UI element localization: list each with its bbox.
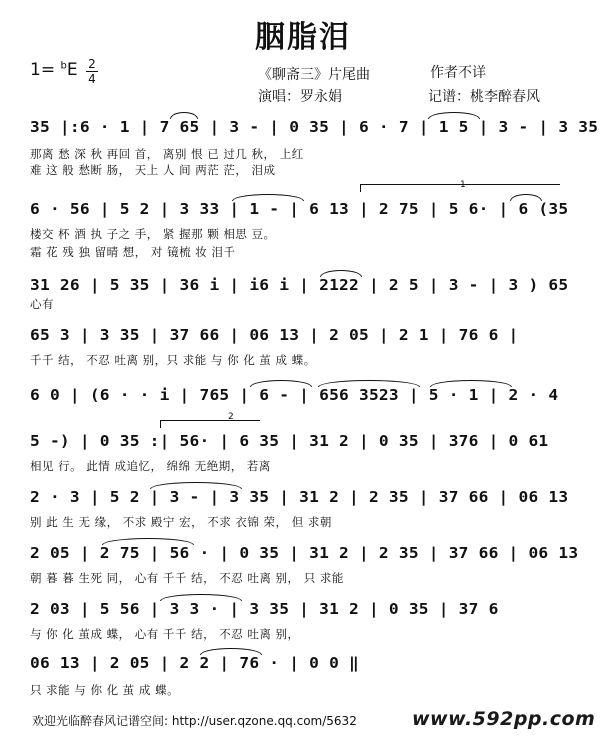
volta-number-2: 2 <box>228 412 234 422</box>
notation-line-8: 2 05 | 2 75 | 56 · | 0 35 | 31 2 | 2 35 | 37 66 | 06 13 <box>30 544 579 562</box>
time-signature-bottom: 4 <box>88 72 96 86</box>
lyrics-line-6: 相见 行。 此情 成追忆， 绵绵 无绝期， 若离 <box>30 459 271 473</box>
key-prefix: 1= <box>30 60 61 80</box>
slur-mark <box>510 194 542 201</box>
slur-mark <box>232 194 304 201</box>
lyrics-line-10: 只 求能 与 你 化 茧 成 蝶。 <box>30 683 180 697</box>
notation-line-9: 2 03 | 5 56 | 3 3 · | 3 35 | 31 2 | 0 35 | 37 6 <box>30 600 499 618</box>
lyrics-line-4: 千千 结， 不忍 吐离 别，只 求能 与 你 化 茧 成 蝶。 <box>30 353 316 367</box>
author-line: 作者不详 <box>430 65 486 81</box>
key-note: E <box>66 60 78 80</box>
footer-website: www.592pp.com <box>412 708 596 730</box>
slur-mark <box>430 380 512 387</box>
source-note: 《聊斋三》片尾曲 <box>258 67 370 83</box>
lyrics-line-8: 朝 暮 暮 生死 同， 心有 千千 结， 不忍 吐离 别， 只 求能 <box>30 571 344 585</box>
notation-line-1: 35 |:6 · 1 | 7 65 | 3 - | 0 35 | 6 · 7 | 1 5 | 3 - | 3 35 <box>30 118 599 136</box>
notation-line-4: 65 3 | 3 35 | 37 66 | 06 13 | 2 05 | 2 1 | 76 6 | <box>30 326 519 344</box>
slur-mark <box>250 380 312 387</box>
lyrics-line-2-verse-1: 楼交 杯 酒 执 子之 手， 紧 握那 颗 相思 豆。 <box>30 227 276 241</box>
notation-line-3: 31 26 | 5 35 | 36 i | i6 i | 2122 | 2 5 | 3 - | 3 ) 65 <box>30 276 569 294</box>
transcriber-line: 记谱：桃李醉春风 <box>428 89 540 105</box>
lyrics-line-2-verse-2: 霜 花 残 独 留晴 想， 对 镜梳 妆 泪千 <box>30 245 236 259</box>
notation-line-10: 06 13 | 2 05 | 2 2 | 76 · | 0 0 ‖ <box>30 654 359 672</box>
slur-mark <box>320 270 362 277</box>
lyrics-line-1-verse-1: 那离 愁 深 秋 再回 首， 离别 恨 已 过几 秋， 上红 <box>30 147 304 161</box>
volta-bracket-2 <box>160 420 260 421</box>
lyrics-line-9: 与 你 化 茧成 蝶， 心有 千千 结， 不忍 吐离 别， <box>30 627 300 641</box>
slur-mark <box>102 538 194 545</box>
lyrics-line-1-verse-2: 难 这 般 愁断 肠， 天上 人 间 两茫 茫， 泪成 <box>30 163 276 177</box>
key-flat: b <box>60 60 67 72</box>
time-signature-top: 2 <box>88 57 96 71</box>
slur-mark <box>318 380 420 387</box>
slur-mark <box>150 482 242 489</box>
song-title: 胭脂泪 <box>255 20 351 55</box>
volta-number-1: 1 <box>460 180 466 190</box>
notation-line-7: 2 · 3 | 5 2 | 3 - | 3 35 | 31 2 | 2 35 | 37 66 | 06 13 <box>30 488 569 506</box>
notation-line-6: 5 -) | 0 35 :| 56· | 6 35 | 31 2 | 0 35 | 376 | 0 61 <box>30 432 549 450</box>
notation-line-5: 6 0 | (6 · · i | 765 | 6 - | 656 3523 | 5 · 1 | 2 · 4 <box>30 386 559 404</box>
footer-credit: 欢迎光临醉春风记谱空间: http://user.qzone.qq.com/5632 <box>32 714 357 728</box>
notation-line-2: 6 · 56 | 5 2 | 3 33 | 1 - | 6 13 | 2 75 | 5 6· | 6 (35 <box>30 200 569 218</box>
lyrics-line-3: 心有 <box>30 297 54 311</box>
lyrics-line-7: 别 此 生 无 缘， 不求 殿宁 宏， 不求 衣锦 荣， 但 求朝 <box>30 515 332 529</box>
key-signature <box>30 60 78 80</box>
slur-mark <box>428 112 480 119</box>
time-signature <box>86 58 98 85</box>
slur-mark <box>200 648 262 655</box>
slur-mark <box>160 594 242 601</box>
slur-mark <box>170 112 198 119</box>
singer-line: 演唱：罗永娟 <box>258 89 342 105</box>
